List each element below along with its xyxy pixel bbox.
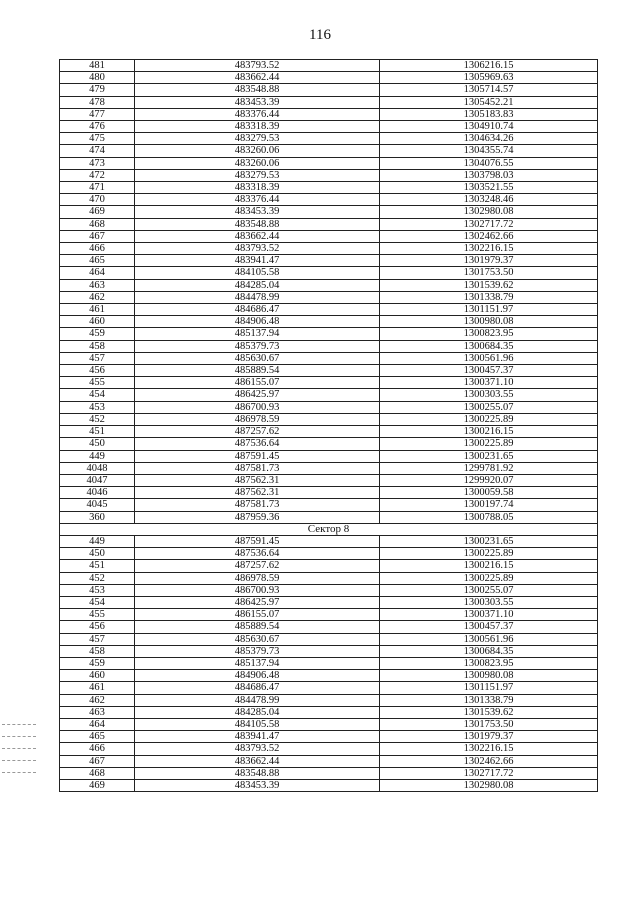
scan-mark	[2, 724, 36, 726]
table-body-bottom	[60, 535, 598, 791]
y-coordinate-cell: 1301338.79	[380, 291, 598, 303]
y-coordinate-cell: 1300225.89	[380, 413, 598, 425]
x-coordinate-cell: 484906.48	[135, 670, 380, 682]
x-coordinate-cell: 486978.59	[135, 572, 380, 584]
y-coordinate-cell: 1302980.08	[380, 779, 598, 791]
table-row	[60, 621, 598, 633]
point-number-cell: 477	[60, 108, 135, 120]
y-coordinate-cell: 1302462.66	[380, 755, 598, 767]
x-coordinate-cell: 484285.04	[135, 279, 380, 291]
table-row	[60, 645, 598, 657]
x-coordinate-cell: 486425.97	[135, 596, 380, 608]
y-coordinate-cell: 1304076.55	[380, 157, 598, 169]
table-row	[60, 96, 598, 108]
y-coordinate-cell: 1302462.66	[380, 230, 598, 242]
x-coordinate-cell: 486155.07	[135, 377, 380, 389]
point-number-cell: 464	[60, 267, 135, 279]
table-row	[60, 767, 598, 779]
table-row	[60, 206, 598, 218]
section-header-row	[60, 523, 598, 535]
table-row	[60, 194, 598, 206]
table-row	[60, 352, 598, 364]
x-coordinate-cell: 487562.31	[135, 487, 380, 499]
point-number-cell: 467	[60, 230, 135, 242]
point-number-cell: 471	[60, 182, 135, 194]
x-coordinate-cell: 483453.39	[135, 96, 380, 108]
table-row	[60, 108, 598, 120]
table-body-top	[60, 60, 598, 524]
x-coordinate-cell: 486700.93	[135, 401, 380, 413]
point-number-cell: 479	[60, 84, 135, 96]
y-coordinate-cell: 1301539.62	[380, 706, 598, 718]
point-number-cell: 456	[60, 621, 135, 633]
x-coordinate-cell: 487562.31	[135, 474, 380, 486]
y-coordinate-cell: 1300788.05	[380, 511, 598, 523]
x-coordinate-cell: 483548.88	[135, 218, 380, 230]
y-coordinate-cell: 1300303.55	[380, 389, 598, 401]
x-coordinate-cell: 483662.44	[135, 755, 380, 767]
table-row	[60, 755, 598, 767]
y-coordinate-cell: 1300231.65	[380, 450, 598, 462]
table-row	[60, 316, 598, 328]
point-number-cell: 453	[60, 401, 135, 413]
x-coordinate-cell: 487591.45	[135, 535, 380, 547]
scan-mark	[2, 736, 36, 738]
x-coordinate-cell: 487257.62	[135, 426, 380, 438]
point-number-cell: 464	[60, 718, 135, 730]
y-coordinate-cell: 1304634.26	[380, 133, 598, 145]
x-coordinate-cell: 484686.47	[135, 682, 380, 694]
x-coordinate-cell: 484478.99	[135, 291, 380, 303]
y-coordinate-cell: 1300255.07	[380, 584, 598, 596]
point-number-cell: 459	[60, 328, 135, 340]
table-row	[60, 706, 598, 718]
y-coordinate-cell: 1300059.58	[380, 487, 598, 499]
y-coordinate-cell: 1300225.89	[380, 548, 598, 560]
x-coordinate-cell: 487536.64	[135, 438, 380, 450]
y-coordinate-cell: 1301753.50	[380, 267, 598, 279]
table-row	[60, 535, 598, 547]
table-row	[60, 633, 598, 645]
point-number-cell: 472	[60, 169, 135, 181]
x-coordinate-cell: 483662.44	[135, 230, 380, 242]
x-coordinate-cell: 485137.94	[135, 657, 380, 669]
x-coordinate-cell: 483548.88	[135, 84, 380, 96]
table-row	[60, 718, 598, 730]
table-row	[60, 60, 598, 72]
y-coordinate-cell: 1300561.96	[380, 352, 598, 364]
x-coordinate-cell: 487536.64	[135, 548, 380, 560]
x-coordinate-cell: 486700.93	[135, 584, 380, 596]
y-coordinate-cell: 1300457.37	[380, 365, 598, 377]
point-number-cell: 465	[60, 255, 135, 267]
table-row	[60, 462, 598, 474]
x-coordinate-cell: 484478.99	[135, 694, 380, 706]
point-number-cell: 449	[60, 450, 135, 462]
y-coordinate-cell: 1300684.35	[380, 645, 598, 657]
point-number-cell: 452	[60, 572, 135, 584]
x-coordinate-cell: 483260.06	[135, 145, 380, 157]
table-row	[60, 133, 598, 145]
point-number-cell: 457	[60, 352, 135, 364]
scan-mark	[2, 760, 36, 762]
section-header-body	[60, 523, 598, 535]
point-number-cell: 456	[60, 365, 135, 377]
x-coordinate-cell: 484105.58	[135, 267, 380, 279]
table-row	[60, 596, 598, 608]
point-number-cell: 465	[60, 731, 135, 743]
point-number-cell: 470	[60, 194, 135, 206]
y-coordinate-cell: 1300231.65	[380, 535, 598, 547]
table-row	[60, 218, 598, 230]
page-number: 116	[309, 27, 331, 43]
y-coordinate-cell: 1305714.57	[380, 84, 598, 96]
y-coordinate-cell: 1300216.15	[380, 426, 598, 438]
y-coordinate-cell: 1300980.08	[380, 670, 598, 682]
scan-mark	[2, 748, 36, 750]
y-coordinate-cell: 1299781.92	[380, 462, 598, 474]
x-coordinate-cell: 483318.39	[135, 182, 380, 194]
point-number-cell: 474	[60, 145, 135, 157]
y-coordinate-cell: 1300980.08	[380, 316, 598, 328]
y-coordinate-cell: 1300225.89	[380, 438, 598, 450]
point-number-cell: 473	[60, 157, 135, 169]
x-coordinate-cell: 483318.39	[135, 121, 380, 133]
section-title: Сектор 8	[60, 523, 598, 535]
y-coordinate-cell: 1301151.97	[380, 682, 598, 694]
x-coordinate-cell: 483376.44	[135, 194, 380, 206]
y-coordinate-cell: 1301979.37	[380, 731, 598, 743]
margin-scan-marks	[2, 715, 36, 845]
table-row	[60, 450, 598, 462]
table-row	[60, 304, 598, 316]
x-coordinate-cell: 485630.67	[135, 352, 380, 364]
table-row	[60, 511, 598, 523]
x-coordinate-cell: 484285.04	[135, 706, 380, 718]
point-number-cell: 449	[60, 535, 135, 547]
point-number-cell: 451	[60, 560, 135, 572]
y-coordinate-cell: 1300371.10	[380, 609, 598, 621]
table-row	[60, 560, 598, 572]
y-coordinate-cell: 1300371.10	[380, 377, 598, 389]
table-row	[60, 609, 598, 621]
point-number-cell: 466	[60, 743, 135, 755]
table-row	[60, 230, 598, 242]
y-coordinate-cell: 1301753.50	[380, 718, 598, 730]
table-row	[60, 694, 598, 706]
point-number-cell: 4046	[60, 487, 135, 499]
point-number-cell: 463	[60, 706, 135, 718]
x-coordinate-cell: 483941.47	[135, 731, 380, 743]
x-coordinate-cell: 487591.45	[135, 450, 380, 462]
y-coordinate-cell: 1305969.63	[380, 72, 598, 84]
x-coordinate-cell: 486425.97	[135, 389, 380, 401]
point-number-cell: 463	[60, 279, 135, 291]
y-coordinate-cell: 1300197.74	[380, 499, 598, 511]
point-number-cell: 458	[60, 340, 135, 352]
x-coordinate-cell: 483793.52	[135, 743, 380, 755]
table-row	[60, 670, 598, 682]
point-number-cell: 457	[60, 633, 135, 645]
x-coordinate-cell: 483279.53	[135, 133, 380, 145]
point-number-cell: 468	[60, 218, 135, 230]
y-coordinate-cell: 1300225.89	[380, 572, 598, 584]
table-row	[60, 548, 598, 560]
point-number-cell: 462	[60, 291, 135, 303]
table-row	[60, 572, 598, 584]
y-coordinate-cell: 1305183.83	[380, 108, 598, 120]
point-number-cell: 466	[60, 243, 135, 255]
point-number-cell: 460	[60, 670, 135, 682]
x-coordinate-cell: 483260.06	[135, 157, 380, 169]
point-number-cell: 4047	[60, 474, 135, 486]
x-coordinate-cell: 485137.94	[135, 328, 380, 340]
table-row	[60, 328, 598, 340]
x-coordinate-cell: 487257.62	[135, 560, 380, 572]
x-coordinate-cell: 486155.07	[135, 609, 380, 621]
y-coordinate-cell: 1300823.95	[380, 657, 598, 669]
coordinates-table	[59, 59, 598, 792]
y-coordinate-cell: 1300684.35	[380, 340, 598, 352]
table-row	[60, 426, 598, 438]
y-coordinate-cell: 1301979.37	[380, 255, 598, 267]
point-number-cell: 451	[60, 426, 135, 438]
point-number-cell: 452	[60, 413, 135, 425]
point-number-cell: 4045	[60, 499, 135, 511]
x-coordinate-cell: 483548.88	[135, 767, 380, 779]
point-number-cell: 4048	[60, 462, 135, 474]
table-row	[60, 243, 598, 255]
y-coordinate-cell: 1301539.62	[380, 279, 598, 291]
table-row	[60, 389, 598, 401]
point-number-cell: 458	[60, 645, 135, 657]
table-row	[60, 377, 598, 389]
table-row	[60, 121, 598, 133]
y-coordinate-cell: 1302717.72	[380, 218, 598, 230]
x-coordinate-cell: 485379.73	[135, 645, 380, 657]
table-row	[60, 401, 598, 413]
table-row	[60, 438, 598, 450]
y-coordinate-cell: 1303798.03	[380, 169, 598, 181]
table-row	[60, 731, 598, 743]
x-coordinate-cell: 485379.73	[135, 340, 380, 352]
table-row	[60, 267, 598, 279]
x-coordinate-cell: 487581.73	[135, 499, 380, 511]
x-coordinate-cell: 485889.54	[135, 621, 380, 633]
x-coordinate-cell: 483453.39	[135, 779, 380, 791]
point-number-cell: 469	[60, 206, 135, 218]
point-number-cell: 475	[60, 133, 135, 145]
table-row	[60, 145, 598, 157]
x-coordinate-cell: 487959.36	[135, 511, 380, 523]
point-number-cell: 481	[60, 60, 135, 72]
table-row	[60, 291, 598, 303]
point-number-cell: 460	[60, 316, 135, 328]
point-number-cell: 459	[60, 657, 135, 669]
point-number-cell: 468	[60, 767, 135, 779]
y-coordinate-cell: 1300303.55	[380, 596, 598, 608]
table-row	[60, 413, 598, 425]
y-coordinate-cell: 1300823.95	[380, 328, 598, 340]
x-coordinate-cell: 486978.59	[135, 413, 380, 425]
y-coordinate-cell: 1306216.15	[380, 60, 598, 72]
table-row	[60, 779, 598, 791]
table-row	[60, 72, 598, 84]
x-coordinate-cell: 484686.47	[135, 304, 380, 316]
table-row	[60, 279, 598, 291]
table-row	[60, 499, 598, 511]
table-row	[60, 255, 598, 267]
x-coordinate-cell: 483793.52	[135, 243, 380, 255]
y-coordinate-cell: 1302980.08	[380, 206, 598, 218]
table-row	[60, 584, 598, 596]
point-number-cell: 461	[60, 304, 135, 316]
scan-mark	[2, 772, 36, 774]
table-row	[60, 157, 598, 169]
x-coordinate-cell: 483941.47	[135, 255, 380, 267]
point-number-cell: 478	[60, 96, 135, 108]
y-coordinate-cell: 1305452.21	[380, 96, 598, 108]
y-coordinate-cell: 1300255.07	[380, 401, 598, 413]
y-coordinate-cell: 1302216.15	[380, 243, 598, 255]
y-coordinate-cell: 1301151.97	[380, 304, 598, 316]
point-number-cell: 469	[60, 779, 135, 791]
y-coordinate-cell: 1304355.74	[380, 145, 598, 157]
point-number-cell: 455	[60, 377, 135, 389]
point-number-cell: 360	[60, 511, 135, 523]
table-row	[60, 84, 598, 96]
y-coordinate-cell: 1304910.74	[380, 121, 598, 133]
y-coordinate-cell: 1300216.15	[380, 560, 598, 572]
x-coordinate-cell: 485889.54	[135, 365, 380, 377]
x-coordinate-cell: 483793.52	[135, 60, 380, 72]
point-number-cell: 450	[60, 438, 135, 450]
point-number-cell: 480	[60, 72, 135, 84]
x-coordinate-cell: 487581.73	[135, 462, 380, 474]
table-row	[60, 169, 598, 181]
x-coordinate-cell: 483662.44	[135, 72, 380, 84]
point-number-cell: 450	[60, 548, 135, 560]
x-coordinate-cell: 484906.48	[135, 316, 380, 328]
y-coordinate-cell: 1303521.55	[380, 182, 598, 194]
table-row	[60, 487, 598, 499]
table-row	[60, 182, 598, 194]
point-number-cell: 462	[60, 694, 135, 706]
x-coordinate-cell: 483453.39	[135, 206, 380, 218]
x-coordinate-cell: 484105.58	[135, 718, 380, 730]
table-row	[60, 474, 598, 486]
y-coordinate-cell: 1299920.07	[380, 474, 598, 486]
y-coordinate-cell: 1302717.72	[380, 767, 598, 779]
point-number-cell: 461	[60, 682, 135, 694]
x-coordinate-cell: 483376.44	[135, 108, 380, 120]
point-number-cell: 476	[60, 121, 135, 133]
y-coordinate-cell: 1302216.15	[380, 743, 598, 755]
table-row	[60, 340, 598, 352]
x-coordinate-cell: 483279.53	[135, 169, 380, 181]
table-row	[60, 682, 598, 694]
point-number-cell: 455	[60, 609, 135, 621]
point-number-cell: 453	[60, 584, 135, 596]
x-coordinate-cell: 485630.67	[135, 633, 380, 645]
y-coordinate-cell: 1300457.37	[380, 621, 598, 633]
table-row	[60, 365, 598, 377]
table-row	[60, 657, 598, 669]
y-coordinate-cell: 1301338.79	[380, 694, 598, 706]
point-number-cell: 467	[60, 755, 135, 767]
point-number-cell: 454	[60, 596, 135, 608]
y-coordinate-cell: 1303248.46	[380, 194, 598, 206]
table-row	[60, 743, 598, 755]
point-number-cell: 454	[60, 389, 135, 401]
y-coordinate-cell: 1300561.96	[380, 633, 598, 645]
